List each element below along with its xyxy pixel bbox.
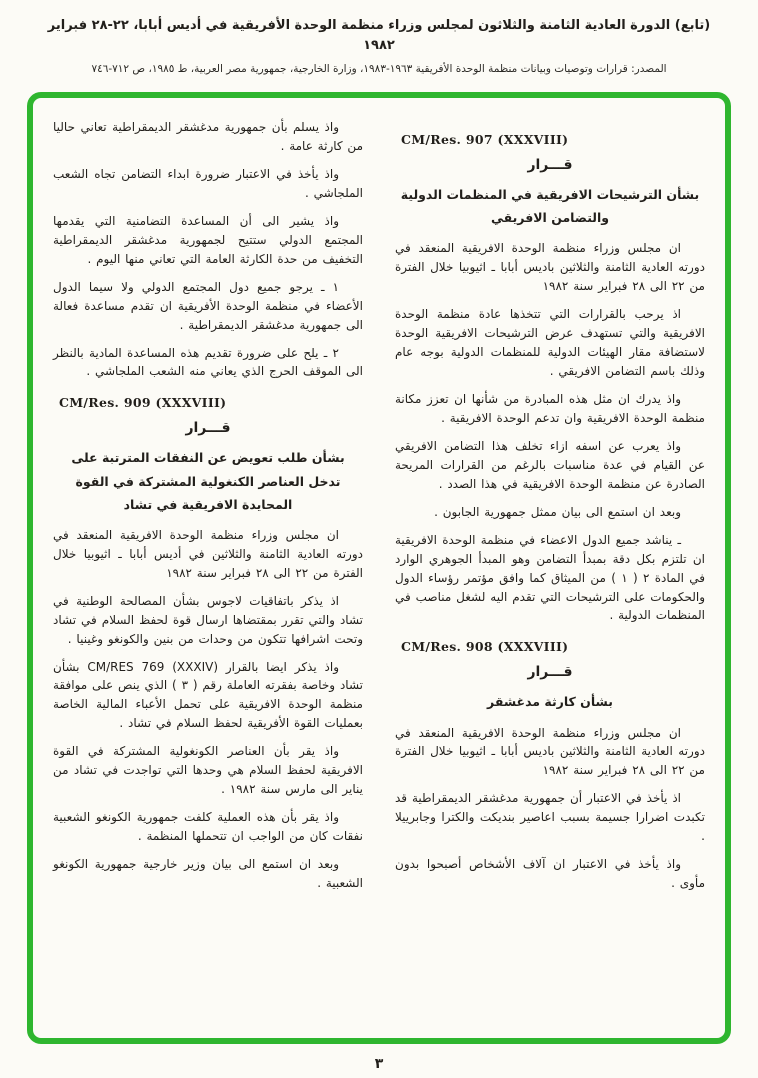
paragraph: ١ ـ يرجو جميع دول المجتمع الدولي ولا سيما الدول الأعضاء في منظمة الوحدة الأفريقية ان تقدم مساعدة فعالة الى جمهورية مدغشقر الديمقراطية . — [53, 279, 363, 332]
paragraph: واذ يقر بأن العناصر الكونغولية المشتركة في القوة الافريقية لحفظ السلام هي وحدها التي تواجدت في تشاد من يناير الى مارس سنة ١٩٨٢ . — [53, 744, 363, 797]
content-frame — [27, 92, 731, 1044]
paragraph: وبعد ان استمع الى بيان ممثل جمهورية الجابون . — [434, 504, 681, 519]
paragraph: اذ يذكر باتفاقيات لاجوس بشأن المصالحة الوطنية في تشاد والتي تقرر بمقتضاها ارسال قوة لحفظ السلام في تشاد وتحت اشرافها تتكون من وحدات من بنين والكونغو وغينيا . — [53, 593, 363, 646]
resolution-title: قـــرار — [527, 157, 573, 173]
column-right — [395, 118, 705, 1026]
paragraph: واذ يقر بأن هذه العملية كلفت جمهورية الكونغو الشعبية نفقات كان من الواجب ان تتحملها المنظمة . — [53, 810, 363, 844]
resolution-subtitle-909: بشأن طلب تعويض عن النفقات المترتبة على تدخل العناصر الكنغولية المشتركة في القوة المحايدة الافريقية في تشاد — [71, 450, 345, 512]
resolution-title: قـــرار — [527, 664, 573, 681]
page-number: ٣ — [374, 1056, 384, 1072]
paragraph: واذ يأخذ في الاعتبار ان آلاف الأشخاص أصبحوا بدون مأوى . — [395, 857, 705, 891]
paragraph: واذ يأخذ في الاعتبار ضرورة ابداء التضامن تجاه الشعب الملجاشي . — [53, 166, 363, 200]
paragraph: واذ يشير الى أن المساعدة التضامنية التي يقدمها المجتمع الدولي ستتيح لجمهورية مدغشقر الديمقراطية التخفيف من حدة الكارثة العامة التي تعاني منها اليوم . — [53, 213, 363, 266]
paragraph: واذ يدرك ان مثل هذه المبادرة من شأنها ان تعزز مكانة منظمة الوحدة الافريقية وان تدعم الوحدة الافريقية . — [395, 391, 705, 425]
paragraph: ٢ ـ يلح على ضرورة تقديم هذه المساعدة المادية بالنظر الى الموقف الحرج الذي يعاني منه الشعب الملجاشي . — [53, 345, 363, 379]
paragraph: واذ يسلم بأن جمهورية مدغشقر الديمقراطية تعاني حاليا من كارثة عامة . — [53, 120, 363, 153]
columns-container — [53, 118, 705, 1026]
paragraph: ان مجلس وزراء منظمة الوحدة الافريقية المنعقد في دورته العادية الثامنة والثلاثين في أديس أبابا ـ اثيوبيا خلال الفترة من ٢٢ الى ٢٨ فبراير سنة ١٩٨٢ — [53, 527, 363, 580]
column-left — [53, 118, 363, 1026]
paragraph: واذ يعرب عن اسفه ازاء تخلف هذا التضامن الافريقي عن القيام في عدة مناسبات بالرغم من القرارات المريحة الصادرة عن منظمة الوحدة الافريقية في هذا الصدد . — [395, 438, 705, 491]
paragraph: اذ يأخذ في الاعتبار أن جمهورية مدغشقر الديمقراطية قد تكبدت اضرارا جسيمة بسبب اعاصير بنديكت والكترا وجابرييلا . — [395, 791, 705, 844]
paragraph: وبعد ان استمع الى بيان وزير خارجية جمهورية الكونغو الشعبية . — [53, 857, 363, 891]
header-source-line: المصدر: قرارات وتوصيات وبيانات منظمة الوحدة الأفريقية ١٩٦٣-١٩٨٣، وزارة الخارجية، جمهورية مصر العربية، ط ١٩٨٥، ص ٧١٢-٧٤٦ — [91, 63, 667, 75]
paragraph: واذ يذكر ايضا بالقرار CM/RES 769 (XXXIV) بشأن تشاد وخاصة بفقرته العاملة رقم ( ٣ ) الذي ينص على موافقة منظمة الوحدة الافريقية على تحمل الأعباء المالية الخاصة بعمليات القوة الأفريقية لحفظ السلام في تشاد . — [53, 659, 363, 731]
paragraph: اذ يرحب بالقرارات التي تتخذها عادة منظمة الوحدة الافريقية والتي تستهدف عرض الترشيحات الافريقية الوحدة لاستضافة مقار الهيئات الدولية للمنظمات الدولية بوجه عام وذلك باسم التضامن الافريقي . — [395, 307, 705, 378]
resolution-subtitle-908: بشأن كارثة مدغشقر — [487, 694, 613, 710]
paragraph: ان مجلس وزراء منظمة الوحدة الافريقية المنعقد في دورته العادية الثامنة والثلاثين باديس أبابا ـ اثيوبيا خلال الفترة من ٢٢ الى ٢٨ فبراير سنة ١٩٨٢ — [395, 241, 705, 294]
paragraph: ـ يناشد جميع الدول الاعضاء في منظمة الوحدة الافريقية ان تلتزم بكل دقة بمبدأ التضامن وهو المبدأ الجوهري الوارد في المادة ٢ ( ١ ) من الميثاق كما وافق مؤتمر رؤساء الدول والحكومات على الترشيحات التي تقدم اليه لشغل مناصب في المنظمات الدولية . — [395, 532, 705, 623]
resolution-ref-907: CM/Res. 907 (XXXVIII) — [401, 132, 569, 147]
resolution-subtitle-907: بشأن الترشيحات الافريقية في المنظمات الدولية والتضامن الافريقي — [400, 187, 700, 226]
resolution-title: قـــرار — [185, 420, 231, 437]
resolution-ref-909: CM/Res. 909 (XXXVIII) — [59, 395, 227, 411]
resolution-ref-908: CM/Res. 908 (XXXVIII) — [401, 639, 569, 655]
paragraph: ان مجلس وزراء منظمة الوحدة الافريقية المنعقد في دورته العادية الثامنة والثلاثين باديس أبابا ـ اثيوبيا خلال الفترة من ٢٢ الى ٢٨ فبراير سنة ١٩٨٢ — [395, 725, 705, 778]
header-session-line: (تابع) الدورة العادية الثامنة والثلاثون لمجلس وزراء منظمة الوحدة الأفريقية في أديس أبابا، ٢٢-٢٨ فبراير ١٩٨٢ — [47, 18, 711, 53]
page-header — [0, 16, 758, 75]
